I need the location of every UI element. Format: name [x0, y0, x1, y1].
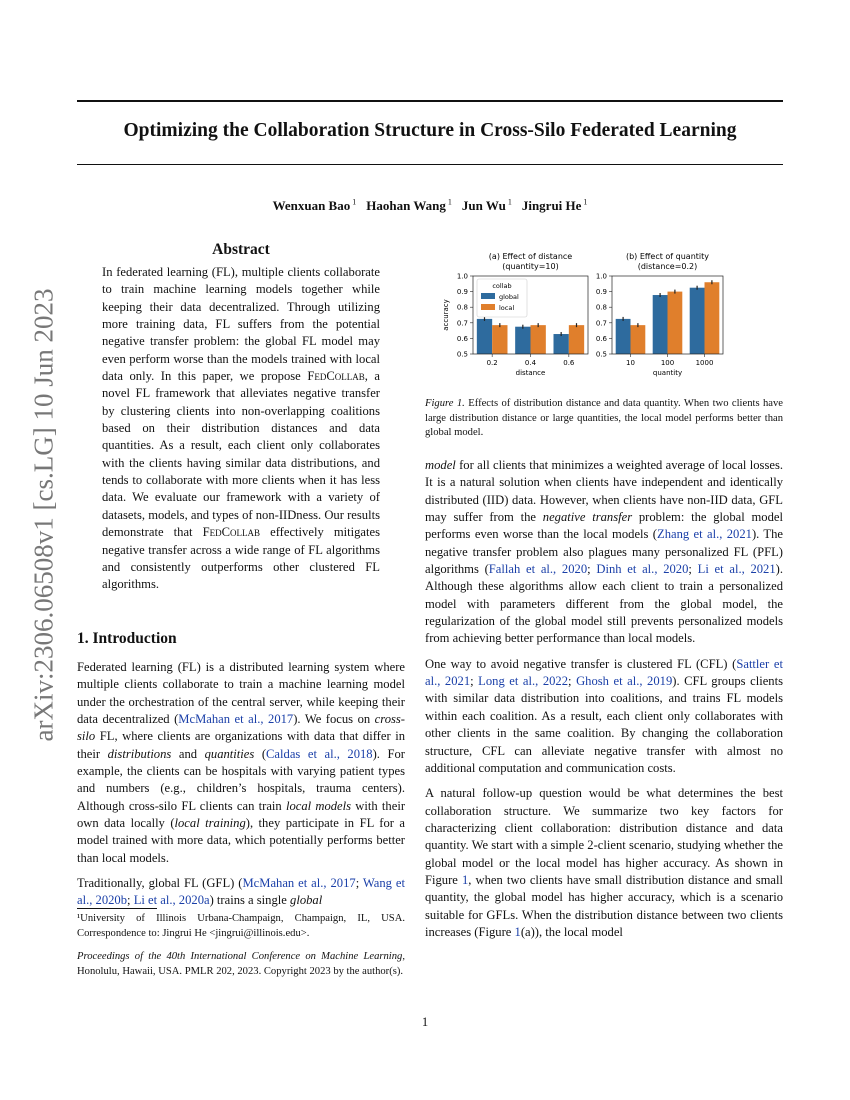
text-span: cross-silo [77, 712, 405, 744]
text-span: FL, where clients are organizations with data that differ in their [77, 729, 405, 761]
text-span: A natural follow-up question would be what determines the best collaboration structure. We summarize two key factors for characterizing client collaboration: distribution distance and data quantity. We start with a simple 2-client scenario, studying whether the global model or the local model has higher accuracy. As shown in Figure [425, 786, 783, 887]
chart-title: (a) Effect of distance [488, 252, 573, 261]
citation-link[interactable]: McMahan et al., 2017 [178, 712, 294, 727]
text-span: and [171, 746, 205, 761]
y-tick-label: 0.5 [456, 350, 468, 359]
x-tick-label: 100 [660, 359, 675, 367]
text-span: local models [285, 798, 352, 813]
bar-global [554, 334, 569, 354]
figure-1-chart [425, 250, 745, 385]
bar-global [690, 288, 705, 354]
text-span: Figure 1. [425, 398, 465, 409]
y-tick-label: 0.6 [456, 334, 468, 343]
paragraph [77, 950, 405, 979]
text-span: model [425, 458, 456, 472]
legend-label: global [499, 293, 519, 301]
y-tick-label: 0.9 [456, 288, 468, 297]
bar-global [477, 319, 492, 354]
text-span: ) trains a single [209, 893, 291, 908]
footnote-rule [77, 908, 157, 909]
text-span: ). Although these algorithms allow each client to train a personalized model with parameters different from the global model, the regularization of the global model still prevents personalized models from achieving better performance than local models. [425, 562, 783, 646]
author-name: Haohan Wang $^1$ [366, 198, 452, 214]
x-tick-label: 10 [626, 359, 635, 367]
paragraph [425, 457, 783, 648]
chart-subtitle: (distance=0.2) [637, 262, 698, 271]
text-span: One way to avoid negative transfer is clustered FL (CFL) ( [425, 656, 737, 671]
text-span: Proceedings of the 40th International Conference on Machine Learning [77, 951, 403, 962]
bar-local [705, 282, 720, 354]
citation-link[interactable]: Long et al., 2022 [478, 674, 569, 689]
bar-local [631, 325, 646, 354]
x-tick-label: 1000 [695, 359, 714, 367]
author-name: Jingrui He $^1$ [521, 198, 588, 214]
legend-title: collab [492, 282, 512, 290]
text-span: ). CFL groups clients with similar data distribution into coalitions, and trains FL models within each coalition. As a result, each client only collaborates with other clients in the same coalition. By changing the collaboration structure, CFL can alleviate negative transfer with almost no additional computation and communication costs. [425, 674, 783, 775]
text-span: with their own data locally ( [77, 798, 406, 831]
figure-caption [425, 397, 783, 449]
citation-link[interactable]: Caldas et al., 2018 [266, 746, 373, 761]
text-span: for all clients that minimizes a weighted average of local losses. It is a natural solution when clients have independent and identically distributed (IID) data. However, when clients have non-IID data, GFL may suffer from the [425, 458, 783, 525]
text-span: effectively mitigates negative transfer across a wide range of FL algorithms and consistently outperforms other clustered FL algorithms. [102, 525, 380, 592]
text-span: problem: the global model performs even worse than the local models ( [425, 510, 783, 542]
y-tick-label: 0.7 [595, 319, 607, 328]
citation-link[interactable]: Dinh et al., 2020 [596, 562, 689, 577]
y-tick-label: 0.8 [456, 303, 468, 312]
text-span: , when two clients have small distribution distance and small quantity, the global model has higher accuracy, which is a scenario suitable for GFLs. When the distribution distance between two clients increases (Figure [425, 872, 784, 939]
paragraph [77, 912, 405, 941]
bar-global [616, 319, 631, 354]
paragraph [102, 264, 380, 594]
paragraph [77, 659, 405, 867]
bar-local [492, 325, 507, 354]
top-rule [77, 100, 783, 102]
text-span: ( [254, 746, 267, 761]
page-number: 1 [421, 1015, 429, 1029]
text-span: quantities [204, 746, 255, 761]
legend-swatch-local [481, 304, 495, 310]
abstract-heading: Abstract [212, 241, 270, 258]
text-span: Federated learning (FL) is a distributed learning system where multiple clients collaborate to train a machine learning model under the orchestration of the central server, while keeping their data decentralized ( [77, 660, 405, 727]
text-span: , a novel FL framework that alleviates negative transfer by clustering clients into non-overlapping coalitions based on their distribution distances and data quantities. As a result, each client only collaborates with the clients having similar data distributions, and tends to collaborate with more clients when it has less data. We evaluate our framework with a variety of datasets, models, and types of non-IIDness. Our results demonstrate that [102, 369, 380, 540]
paragraph [425, 785, 783, 941]
citation-link[interactable]: Ghosh et al., 2019 [576, 674, 673, 689]
bar-local [531, 325, 546, 354]
citation-link[interactable]: 1 [514, 924, 521, 939]
text-span: ). We focus on [293, 712, 375, 727]
x-axis-label: distance [515, 369, 546, 377]
introduction-heading: 1. Introduction [77, 630, 177, 647]
right-column-body [425, 457, 783, 949]
text-span: ; [355, 876, 363, 891]
y-tick-label: 0.6 [595, 334, 607, 343]
citation-link[interactable]: Li et al., 2021 [697, 562, 776, 577]
text-span: ; [587, 562, 597, 577]
arxiv-stamp: arXiv:2306.06508v1 [cs.LG] 10 Jun 2023 [28, 288, 59, 742]
bar-global [515, 327, 530, 354]
citation-link[interactable]: Zhang et al., 2021 [657, 527, 752, 542]
text-span: , Honolulu, Hawaii, USA. PMLR 202, 2023. Copyright 2023 by the author(s). [77, 951, 405, 977]
paragraph [425, 656, 783, 777]
paper-title: Optimizing the Collaboration Structure in Cross-Silo Federated Learning [123, 120, 737, 141]
y-tick-label: 1.0 [595, 272, 607, 281]
legend-label: local [499, 304, 515, 312]
text-span: ; [688, 562, 698, 577]
text-span: (a)), the local model [520, 924, 623, 939]
text-span: local training [174, 816, 246, 831]
bar-local [569, 325, 584, 354]
legend-swatch-global [481, 293, 495, 299]
text-span: distributions [107, 746, 172, 761]
paragraph [77, 875, 405, 910]
citation-link[interactable]: McMahan et al., 2017 [242, 876, 356, 891]
text-span: ; [127, 893, 134, 908]
citation-link[interactable]: Wang et al., 2020b [77, 876, 406, 908]
text-span: Effects of distribution distance and data quantity. When two clients have large distribution distance or large quantities, the local model performs better than global model. [425, 398, 783, 439]
y-axis-label: accuracy [442, 299, 450, 331]
y-tick-label: 1.0 [456, 272, 468, 281]
text-span: Traditionally, global FL (GFL) ( [77, 876, 243, 891]
x-tick-label: 0.6 [563, 359, 575, 367]
author-list [77, 198, 783, 214]
citation-link[interactable]: Fallah et al., 2020 [488, 562, 588, 577]
text-span: ; [568, 674, 577, 689]
text-span: ; [470, 674, 479, 689]
paragraph [425, 397, 783, 441]
citation-link[interactable]: Li et al., 2020a [133, 893, 210, 908]
text-span: ). The negative transfer problem also plagues many personalized FL (PFL) algorithms ( [425, 527, 783, 577]
bar-global [653, 295, 668, 354]
introduction-body [77, 659, 405, 918]
x-tick-label: 0.4 [524, 359, 537, 367]
y-tick-label: 0.8 [595, 303, 607, 312]
citation-link[interactable]: Sattler et al., 2021 [425, 656, 783, 689]
author-name: Jun Wu $^1$ [461, 198, 512, 214]
text-span: In federated learning (FL), multiple clients collaborate to train machine learning models together while keeping their data decentralized. Through utilizing more training data, FL suffers from the potential negative transfer problem: the global FL model may even perform worse than the models trained with local data only. In this paper, we propose [102, 265, 380, 384]
author-name: Wenxuan Bao $^1$ [272, 198, 357, 214]
title-rule [77, 164, 783, 165]
text-span: ), they participate in FL for a model trained with more data, which potentially performs better than local models. [77, 816, 405, 865]
x-tick-label: 0.2 [486, 359, 498, 367]
text-span: global [290, 893, 323, 908]
x-axis-label: quantity [652, 369, 683, 377]
y-tick-label: 0.7 [456, 319, 468, 328]
text-span: FedCollab [202, 525, 261, 540]
text-span: ¹University of Illinois Urbana-Champaign, Champaign, IL, USA. Correspondence to: Jingrui He <jingrui@illinois.edu>. [77, 913, 405, 939]
citation-link[interactable]: 1 [461, 872, 469, 887]
abstract-body [102, 264, 380, 602]
footnotes [77, 912, 405, 988]
text-span: FedCollab [307, 369, 365, 384]
y-tick-label: 0.9 [595, 288, 607, 297]
chart-title: (b) Effect of quantity [625, 252, 710, 261]
bar-local [668, 292, 683, 354]
text-span: ). For example, the clients can be hospitals with varying patient types and numbers (e.g., children’s hospitals, trauma centers). Although cross-silo FL clients can train [77, 746, 405, 813]
chart-subtitle: (quantity=10) [502, 262, 559, 271]
text-span: negative transfer [542, 510, 633, 525]
y-tick-label: 0.5 [595, 350, 607, 359]
